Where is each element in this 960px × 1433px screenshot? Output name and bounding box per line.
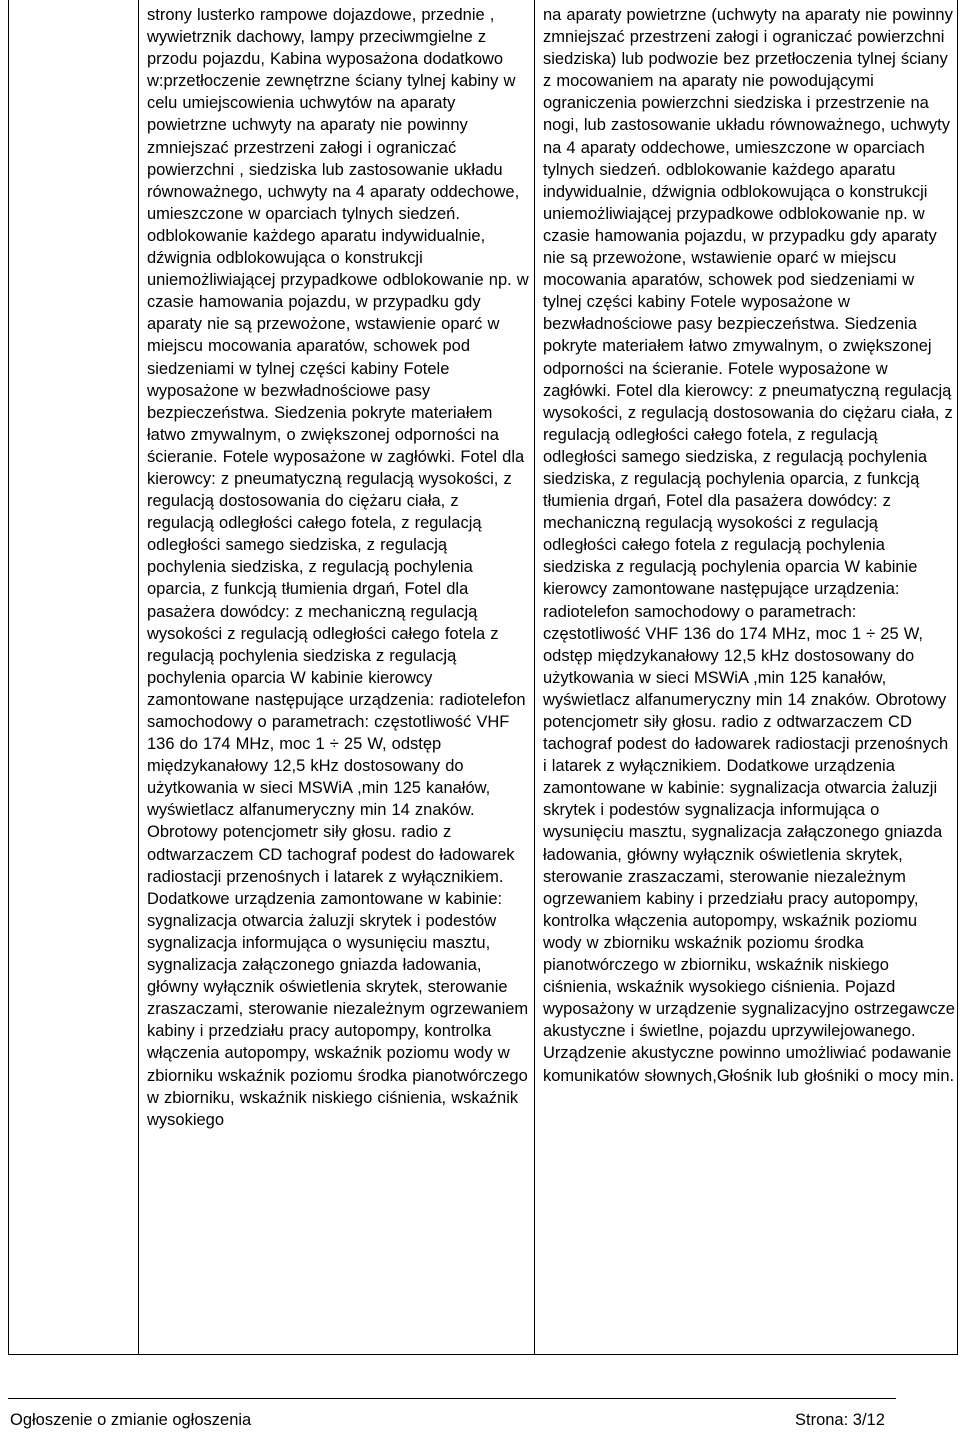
offered-spec-text: na aparaty powietrzne (uchwyty na aparaty nie powinny zmniejszać przestrzeni załogi i ograniczać powierzchni siedziska) lub podwozie bez przetłoczenia tylnej ściany z mocowaniem na aparaty nie powodującymi ograniczenia powierzchni siedziska i przestrzenie na nogi, lub zastosowanie układu równoważnego, uchwyty na 4 aparaty oddechowe, umieszczone w oparciach tylnych siedzeń. odblokowanie każdego aparatu indywidualnie, dźwignia odblokowująca o konstrukcji uniemożliwiającej przypadkowe odblokowanie np. w czasie hamowania pojazdu, w przypadku gdy aparaty nie są przewożone, wstawienie oparć w miejscu mocowania aparatów, schowek pod siedzeniami w tylnej części kabiny Fotele wyposażone w bezwładnościowe pasy bezpieczeństwa. Siedzenia pokryte materiałem łatwo zmywalnym, o zwiększonej odporności na ścieranie. Fotele wyposażone w zagłówki. Fotel dla kierowcy: z pneumatyczną regulacją wysokości, z regulacją dostosowania do ciężaru ciała, z regulacją odległości całego fotela, z regulacją odległości samego siedziska, z regulacją pochylenia siedziska, z regulacją pochylenia oparcia, z funkcją tłumienia drgań, Fotel dla pasażera dowódcy: z mechaniczną regulacją wysokości z regulacją odległości całego fotela z regulacją pochylenia siedziska z regulacją pochylenia oparcia W kabinie kierowcy zamontowane następujące urządzenia: radiotelefon samochodowy o parametrach: częstotliwość VHF 136 do 174 MHz, moc 1 ÷ 25 W, odstęp międzykanałowy 12,5 kHz dostosowany do użytkowania w sieci MSWiA ,min 125 kanałów, wyświetlacz alfanumeryczny min 14 znaków. Obrotowy potencjometr siły głosu. radio z odtwarzaczem CD tachograf podest do ładowarek radiostacji przenośnych i latarek z wyłącznikiem. Dodatkowe urządzenia zamontowane w kabinie: sygnalizacja otwarcia żaluzji skrytek i podestów sygnalizacja informująca o wysunięciu masztu, sygnalizacja załączonego gniazda ładowania, główny wyłącznik oświetlenia skrytek, sterowanie zraszaczami, sterowanie niezależnym ogrzewaniem kabiny i przedziału pracy autopompy, kontrolka włączenia autopompy, wskaźnik poziomu wody w zbiorniku wskaźnik poziomu środka pianotwórczego w zbiorniku, wskaźnik niskiego ciśnienia, wskaźnik wysokiego ciśnienia. Pojazd wyposażony w urządzenie sygnalizacyjno ostrzegawcze akustyczne i świetlne, pojazdu uprzywilejowanego. Urządzenie akustyczne powinno umożliwiać podawanie komunikatów słownych,Głośnik lub głośniki o mocy min.	[543, 6, 955, 1085]
footer-title: Ogłoszenie o zmianie ogłoszenia	[10, 1411, 252, 1429]
footer-divider	[8, 1398, 896, 1399]
footer-page-number: Strona: 3/12	[795, 1411, 885, 1429]
required-spec-text: strony lusterko rampowe dojazdowe, przednie , wywietrznik dachowy, lampy przeciwmgielne z przodu pojazdu, Kabina wyposażona dodatkowo w:przetłoczenie zewnętrzne ściany tylnej kabiny w celu umiejscowienia uchwytów na aparaty powietrzne uchwyty na aparaty nie powinny zmniejszać przestrzeni załogi i ograniczać powierzchni , siedziska lub zastosowanie układu równoważnego, uchwyty na 4 aparaty oddechowe, umieszczone w oparciach tylnych siedzeń. odblokowanie każdego aparatu indywidualnie, dźwignia odblokowująca o konstrukcji uniemożliwiającej przypadkowe odblokowanie np. w czasie hamowania pojazdu, w przypadku gdy aparaty nie są przewożone, wstawienie oparć w miejscu mocowania aparatów, schowek pod siedzeniami w tylnej części kabiny Fotele wyposażone w bezwładnościowe pasy bezpieczeństwa. Siedzenia pokryte materiałem łatwo zmywalnym, o zwiększonej odporności na ścieranie. Fotele wyposażone w zagłówki. Fotel dla kierowcy: z pneumatyczną regulacją wysokości, z regulacją dostosowania do ciężaru ciała, z regulacją odległości całego fotela, z regulacją odległości samego siedziska, z regulacją pochylenia siedziska, z regulacją pochylenia oparcia, z funkcją tłumienia drgań, Fotel dla pasażera dowódcy: z mechaniczną regulacją wysokości z regulacją odległości całego fotela z regulacją pochylenia siedziska z regulacją pochylenia oparcia W kabinie kierowcy zamontowane następujące urządzenia: radiotelefon samochodowy o parametrach: częstotliwość VHF 136 do 174 MHz, moc 1 ÷ 25 W, odstęp międzykanałowy 12,5 kHz dostosowany do użytkowania w sieci MSWiA ,min 125 kanałów, wyświetlacz alfanumeryczny min 14 znaków. Obrotowy potencjometr siły głosu. radio z odtwarzaczem CD tachograf podest do ładowarek radiostacji przenośnych i latarek z wyłącznikiem. Dodatkowe urządzenia zamontowane w kabinie: sygnalizacja otwarcia żaluzji skrytek i podestów sygnalizacja informująca o wysunięciu masztu, sygnalizacja załączonego gniazda ładowania, główny wyłącznik oświetlenia skrytek, sterowanie zraszaczami, sterowanie niezależnym ogrzewaniem kabiny i przedziału pracy autopompy, kontrolka włączenia autopompy, wskaźnik poziomu wody w zbiorniku wskaźnik poziomu środka pianotwórczego w zbiorniku, wskaźnik niskiego ciśnienia, wskaźnik wysokiego	[147, 6, 529, 1129]
spec-table	[8, 0, 958, 1355]
table-column-empty	[9, 0, 139, 1354]
table-column-required	[139, 0, 535, 1354]
table-column-offered	[535, 0, 957, 1354]
